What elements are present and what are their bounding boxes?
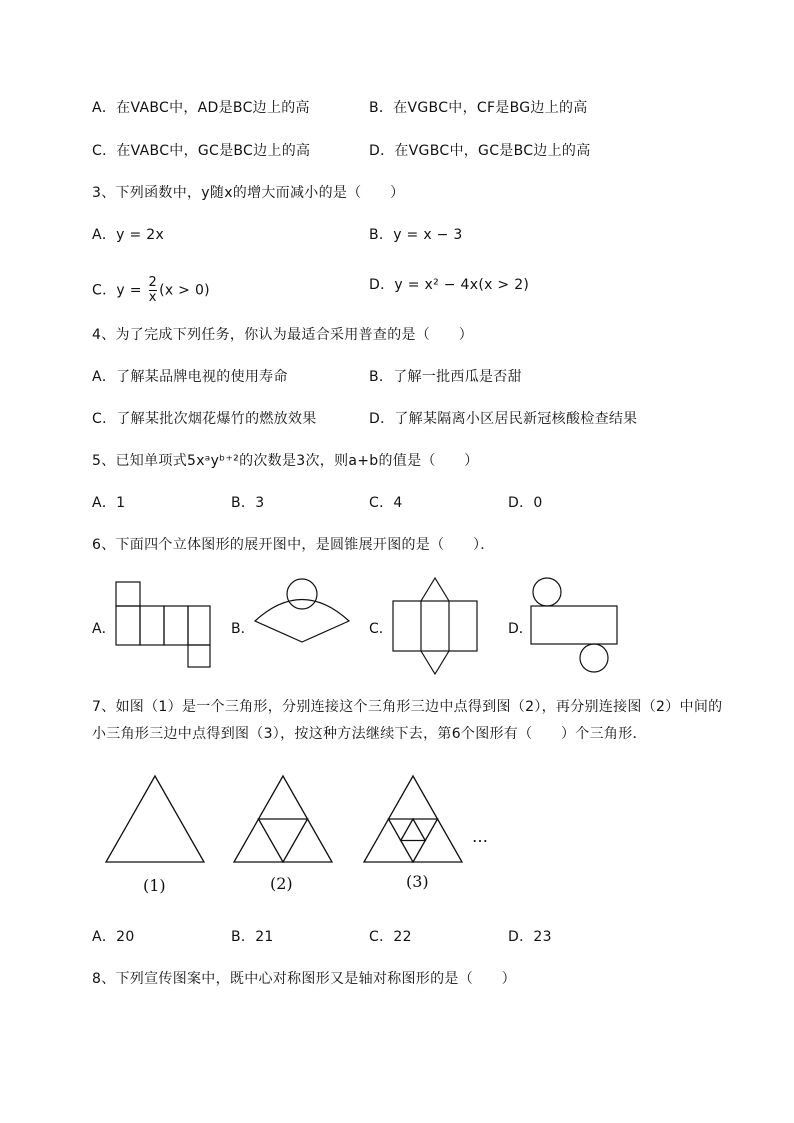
prism-net-figure bbox=[390, 575, 480, 675]
fraction-denominator: x bbox=[148, 290, 157, 305]
option-text: A．y = 2x bbox=[92, 227, 165, 243]
option-text: C．了解某批次烟花爆竹的燃放效果 bbox=[92, 411, 317, 427]
option-label-d: D． bbox=[508, 621, 533, 637]
question-8: 8、下列宣传图案中，既中心对称图形又是轴对称图形的是（ ） bbox=[92, 971, 516, 987]
option-text: C．在VABC中，GC是BC边上的高 bbox=[92, 143, 311, 159]
question-7-line-2: 小三角形三边中点得到图（3），按这种方法继续下去，第6个图形有（ ）个三角形． bbox=[92, 726, 647, 742]
option-text: D．y = x² − 4x(x > 2) bbox=[369, 277, 530, 293]
option-text: D．23 bbox=[508, 929, 552, 945]
option-text: D．在VGBC中，GC是BC边上的高 bbox=[369, 143, 591, 159]
option-text: B．21 bbox=[231, 929, 274, 945]
option-label-b: B． bbox=[231, 621, 255, 637]
figure-caption-1: (1) bbox=[143, 876, 166, 895]
question-4: 4、为了完成下列任务，你认为最适合采用普查的是（ ） bbox=[92, 327, 474, 343]
fraction bbox=[149, 276, 158, 305]
figure-caption-3: (3) bbox=[406, 872, 429, 891]
triangle-figure-2 bbox=[232, 774, 334, 864]
option-text: B．了解一批西瓜是否甜 bbox=[369, 369, 522, 385]
option-prefix: C．y = bbox=[92, 282, 147, 299]
option-suffix: (x > 0) bbox=[159, 282, 210, 299]
question-5: 5、已知单项式5xᵃyᵇ⁺²的次数是3次，则a+b的值是（ ） bbox=[92, 453, 479, 469]
option-label-c: C． bbox=[369, 621, 393, 637]
option-text: A．1 bbox=[92, 495, 126, 511]
cone-net-figure bbox=[252, 576, 352, 646]
option-text: B．在VGBC中，CF是BG边上的高 bbox=[369, 100, 588, 116]
cube-net-figure bbox=[112, 580, 212, 670]
cylinder-net-figure bbox=[528, 576, 620, 676]
question-3: 3、下列函数中，y随x的增大而减小的是（ ） bbox=[92, 185, 405, 201]
option-text: C．22 bbox=[369, 929, 412, 945]
option-text: B．y = x − 3 bbox=[369, 227, 463, 243]
option-text: B．3 bbox=[231, 495, 265, 511]
option-text: A．在VABC中，AD是BC边上的高 bbox=[92, 100, 310, 116]
figure-caption-2: (2) bbox=[270, 874, 293, 893]
option-text bbox=[92, 276, 210, 305]
option-text: A．了解某品牌电视的使用寿命 bbox=[92, 369, 288, 385]
option-text: A．20 bbox=[92, 929, 135, 945]
option-text: D．了解某隔离小区居民新冠核酸检查结果 bbox=[369, 411, 638, 427]
triangle-figure-3 bbox=[362, 774, 464, 864]
option-text: C．4 bbox=[369, 495, 403, 511]
triangle-figure-1 bbox=[104, 774, 206, 864]
option-text: D．0 bbox=[508, 495, 543, 511]
option-label-a: A． bbox=[92, 621, 116, 637]
question-6: 6、下面四个立体图形的展开图中，是圆锥展开图的是（ ）． bbox=[92, 537, 495, 553]
ellipsis: … bbox=[472, 827, 489, 846]
question-7-line-1: 7、如图（1）是一个三角形，分别连接这个三角形三边中点得到图（2），再分别连接图（2）中间的 bbox=[92, 699, 723, 715]
fraction-numerator: 2 bbox=[148, 275, 158, 290]
